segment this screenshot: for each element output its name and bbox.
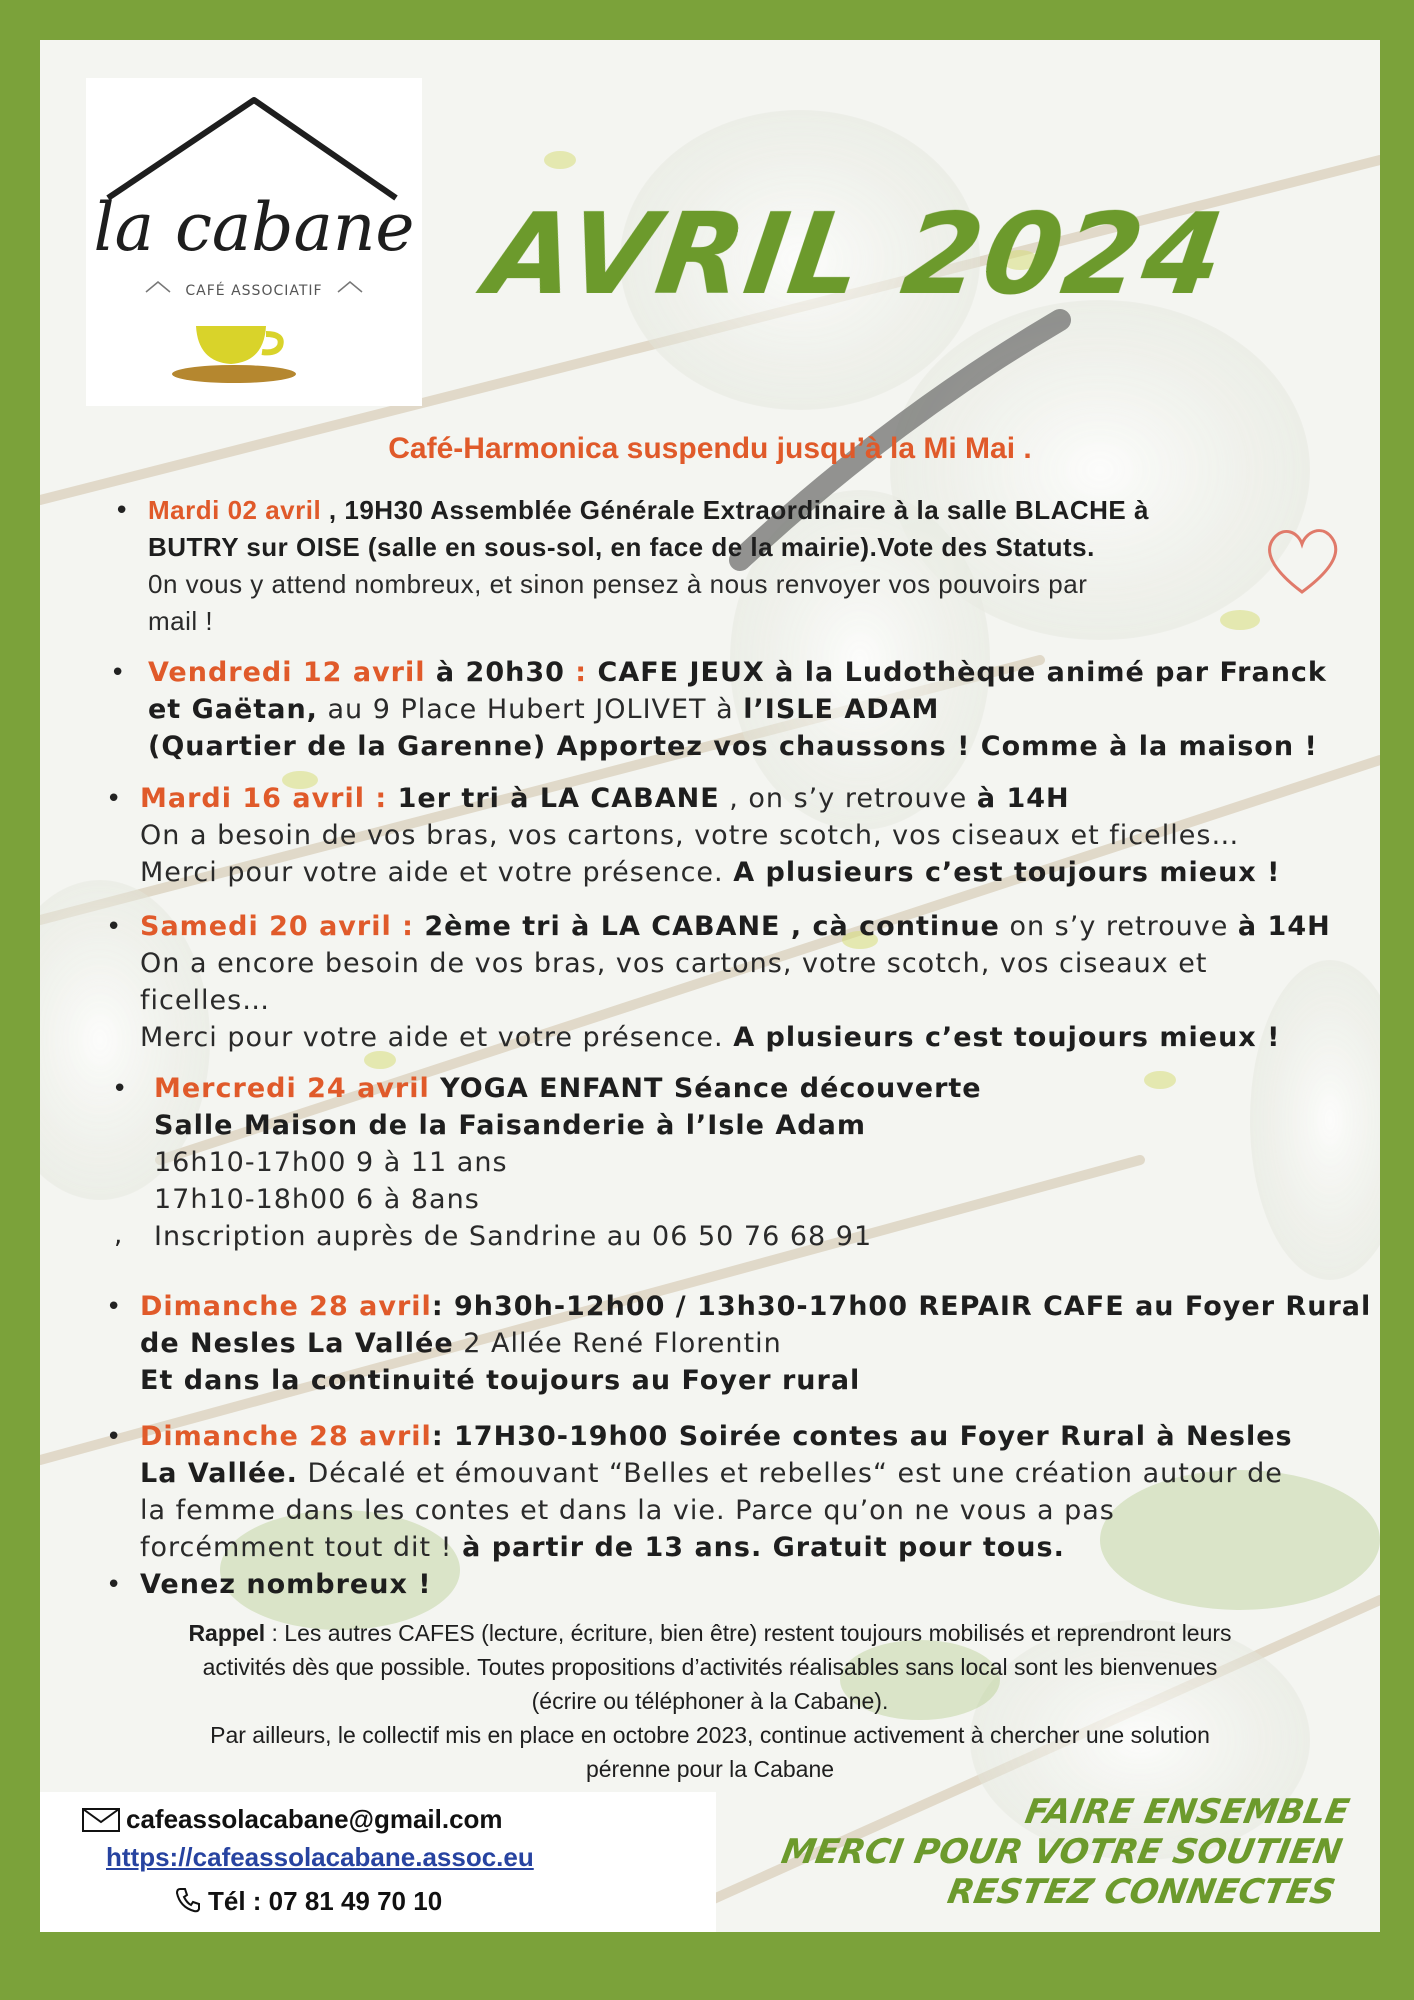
event-text: : 17H30-19h00 Soirée contes au Foyer Rural à Nesles bbox=[431, 1421, 1293, 1452]
event-text: On a encore besoin de vos bras, vos cartons, votre scotch, vos ciseaux et bbox=[140, 948, 1208, 979]
event-text: 16h10-17h00 9 à 11 ans bbox=[154, 1147, 508, 1178]
event-tri-1 bbox=[140, 780, 1280, 891]
event-text: à 14H bbox=[1237, 911, 1331, 942]
bullet: • bbox=[112, 1074, 128, 1104]
event-text: On a besoin de vos bras, vos cartons, votre scotch, vos ciseaux et ficelles… bbox=[140, 820, 1240, 851]
slogan-line: MERCI POUR VOTRE SOUTIEN bbox=[778, 1832, 1346, 1872]
event-text: au 9 Place Hubert JOLIVET à bbox=[317, 694, 744, 725]
email-text: cafeassolacabane@gmail.com bbox=[126, 1804, 503, 1834]
rappel-label: Rappel bbox=[188, 1620, 266, 1646]
website-link[interactable]: https://cafeassolacabane.assoc.eu bbox=[106, 1842, 534, 1872]
logo-name: la cabane bbox=[93, 189, 415, 266]
event-contes bbox=[140, 1418, 1293, 1566]
event-text: BUTRY sur OISE (salle en sous-sol, en face de la mairie).Vote des Statuts. bbox=[148, 532, 1095, 562]
event-text: Et dans la continuité toujours au Foyer rural bbox=[140, 1365, 861, 1396]
poster bbox=[40, 40, 1380, 1932]
stray-comma: , bbox=[114, 1220, 123, 1250]
event-date: Mardi 02 avril bbox=[148, 495, 322, 525]
event-text: La Vallée. bbox=[140, 1458, 298, 1489]
phone-text: Tél : 07 81 49 70 10 bbox=[208, 1886, 443, 1916]
logo-subtitle: CAFÉ ASSOCIATIF bbox=[185, 283, 323, 299]
event-text: ficelles… bbox=[140, 985, 271, 1016]
event-text: on s’y retrouve bbox=[999, 911, 1238, 942]
contact-email[interactable] bbox=[82, 1804, 503, 1835]
bullet: • bbox=[110, 658, 126, 688]
event-text: de Nesles La Vallée bbox=[140, 1328, 454, 1359]
bullet: • bbox=[106, 1570, 122, 1600]
rappel-note bbox=[70, 1616, 1350, 1786]
event-repair-cafe bbox=[140, 1288, 1371, 1399]
phone-icon bbox=[174, 1886, 202, 1914]
event-text: 2ème tri à LA CABANE , cà continue bbox=[413, 911, 1000, 942]
event-text: 0n vous y attend nombreux, et sinon pensez à nous renvoyer vos pouvoirs par bbox=[148, 569, 1088, 599]
event-date: Vendredi 12 avril bbox=[148, 657, 426, 688]
slogan-line: FAIRE ENSEMBLE bbox=[1022, 1792, 1353, 1832]
logo bbox=[86, 78, 422, 406]
envelope-icon bbox=[82, 1808, 120, 1832]
event-date: Mardi 16 avril : bbox=[140, 783, 388, 814]
bullet: • bbox=[106, 912, 122, 942]
event-text: 1er tri à LA CABANE bbox=[387, 783, 720, 814]
event-text: Merci pour votre aide et votre présence. bbox=[140, 1022, 734, 1053]
event-cafe-jeux bbox=[148, 654, 1327, 765]
event-text: 17h10-18h00 6 à 8ans bbox=[154, 1184, 480, 1215]
event-text: Décalé et émouvant “Belles et rebelles“ est une création autour de bbox=[297, 1458, 1283, 1489]
event-date: Samedi 20 avril : bbox=[140, 911, 414, 942]
event-text: , on s’y retrouve bbox=[719, 783, 977, 814]
event-text: Inscription auprès de Sandrine au 06 50 76 68 91 bbox=[154, 1221, 873, 1252]
bullet: • bbox=[106, 1422, 122, 1452]
venez-nombreux bbox=[140, 1566, 432, 1603]
rappel-text: pérenne pour la Cabane bbox=[585, 1756, 835, 1782]
event-text: Venez nombreux ! bbox=[140, 1569, 432, 1600]
event-yoga bbox=[154, 1070, 982, 1255]
event-text: (Quartier de la Garenne) Apportez vos chaussons ! Comme à la maison ! bbox=[148, 731, 1318, 762]
event-text: à 14H bbox=[976, 783, 1070, 814]
event-text: forcémment tout dit ! bbox=[140, 1532, 463, 1563]
event-date: Dimanche 28 avril bbox=[140, 1421, 432, 1452]
event-text: : 9h30h-12h00 / 13h30-17h00 REPAIR CAFE au Foyer Rural bbox=[431, 1291, 1372, 1322]
rappel-text: (écrire ou téléphoner à la Cabane). bbox=[531, 1688, 889, 1714]
event-date: Mercredi 24 avril bbox=[154, 1073, 430, 1104]
event-text: et Gaëtan, bbox=[148, 694, 318, 725]
event-tri-2 bbox=[140, 908, 1331, 1056]
event-text: A plusieurs c’est toujours mieux ! bbox=[733, 857, 1281, 888]
contact-phone[interactable] bbox=[174, 1886, 442, 1917]
event-text: à 20h30 bbox=[425, 657, 565, 688]
harmonica-banner: Café-Harmonica suspendu jusqu’à la Mi Mai . bbox=[388, 432, 1032, 465]
event-text: CAFE JEUX à la Ludothèque animé par Franck bbox=[597, 657, 1327, 688]
rappel-text: : Les autres CAFES (lecture, écriture, bien être) restent toujours mobilisés et reprendront leurs bbox=[265, 1620, 1232, 1646]
event-text: 2 Allée René Florentin bbox=[453, 1328, 782, 1359]
coffee-cup-icon bbox=[172, 326, 296, 383]
event-text: l’ISLE ADAM bbox=[743, 694, 940, 725]
bullet: • bbox=[106, 1292, 122, 1322]
event-text: Salle Maison de la Faisanderie à l’Isle Adam bbox=[154, 1110, 866, 1141]
event-text: A plusieurs c’est toujours mieux ! bbox=[733, 1022, 1281, 1053]
event-text: : bbox=[564, 657, 598, 688]
bullet: • bbox=[114, 496, 130, 526]
heart-icon bbox=[1262, 520, 1342, 600]
event-text: , 19H30 Assemblée Générale Extraordinaire à la salle BLACHE à bbox=[321, 495, 1149, 525]
event-text: YOGA ENFANT Séance découverte bbox=[429, 1073, 982, 1104]
event-text: la femme dans les contes et dans la vie. Parce qu’on ne vous a pas bbox=[140, 1495, 1115, 1526]
event-text: Merci pour votre aide et votre présence. bbox=[140, 857, 734, 888]
bullet: • bbox=[106, 784, 122, 814]
event-ag bbox=[148, 492, 1149, 640]
rappel-text: activités dès que possible. Toutes propositions d’activités réalisables sans local sont les bienvenues bbox=[202, 1654, 1218, 1680]
event-text: à partir de 13 ans. Gratuit pour tous. bbox=[462, 1532, 1065, 1563]
page-title: AVRIL 2024 bbox=[478, 190, 1233, 320]
event-date: Dimanche 28 avril bbox=[140, 1291, 432, 1322]
contact-box bbox=[40, 1792, 716, 1932]
slogan bbox=[772, 1792, 1353, 1912]
rappel-text: Par ailleurs, le collectif mis en place en octobre 2023, continue activement à chercher une solution bbox=[210, 1722, 1210, 1748]
event-text: mail ! bbox=[148, 606, 214, 636]
slogan-line: RESTEZ CONNECTES bbox=[944, 1872, 1339, 1912]
